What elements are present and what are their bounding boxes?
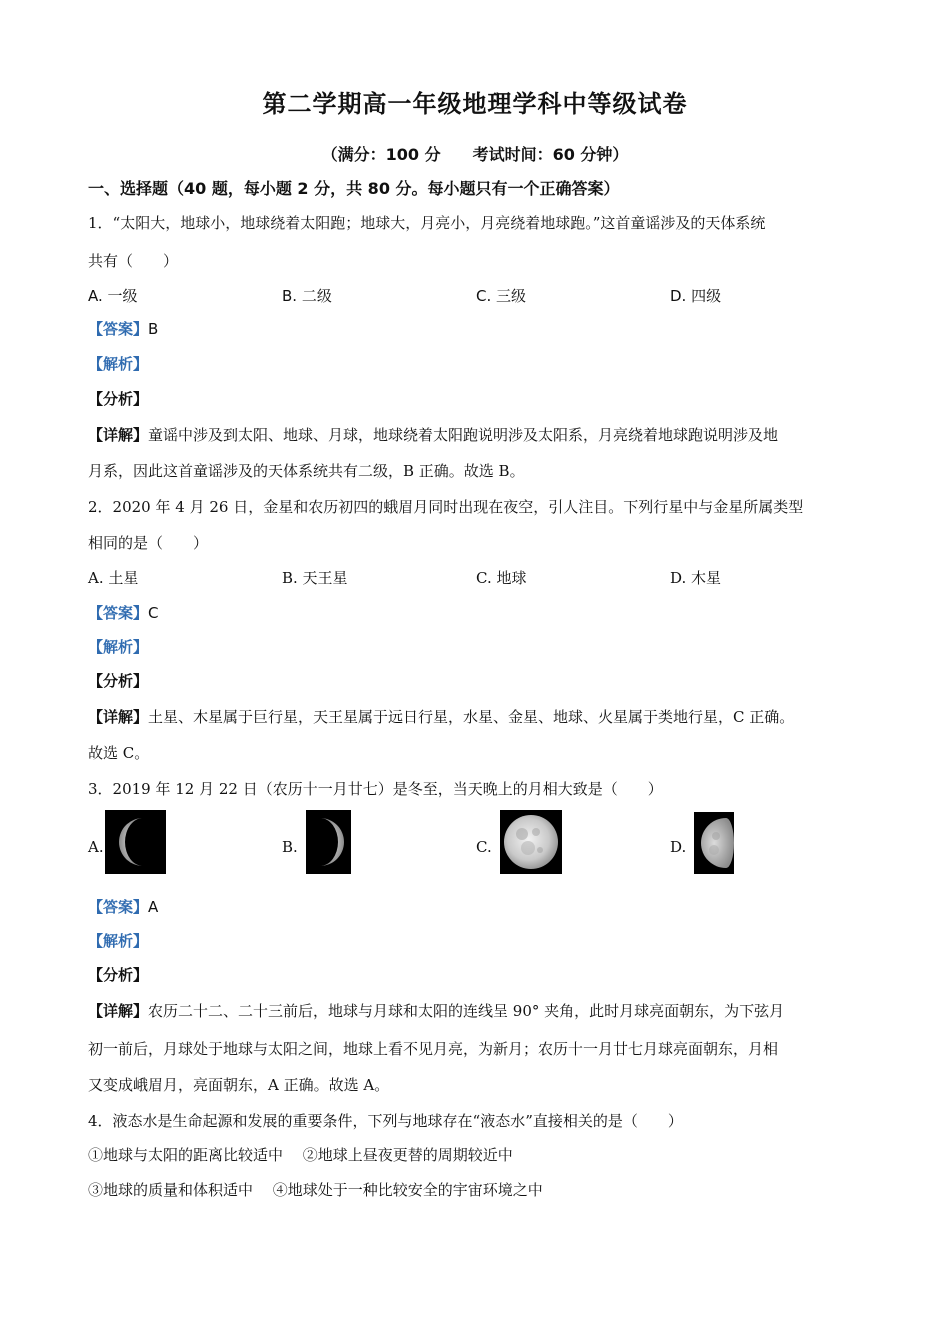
exam-info: （满分：100 分 考试时间：60 分钟）	[321, 145, 629, 164]
q3-detail-line2: 初一前后，月球处于地球与太阳之间，地球上看不见月亮，为新月；农历十一月廿七月球亮面朝东，月相	[88, 1040, 779, 1058]
q3-option-a: A.	[88, 838, 104, 856]
q1-answer-value: B	[148, 320, 159, 338]
q2-detail-line1	[88, 706, 794, 727]
jiexi-label: 【解析】	[88, 932, 149, 950]
q2-option-c: C. 地球	[476, 569, 527, 587]
q1-detail-text1: 童谣中涉及到太阳、地球、月球，地球绕着太阳跑说明涉及太阳系，月亮绕着地球跑说明涉及地	[148, 426, 779, 444]
q3-fenxi	[88, 964, 148, 985]
q1-fenxi	[88, 388, 148, 409]
section-heading: 一、选择题（40 题，每小题 2 分，共 80 分。每小题只有一个正确答案）	[88, 179, 620, 198]
jiexi-label: 【解析】	[88, 355, 149, 373]
answer-label: 【答案】	[88, 604, 149, 622]
q1-answer	[88, 318, 158, 339]
answer-label: 【答案】	[88, 320, 149, 338]
answer-label: 【答案】	[88, 898, 149, 916]
full-moon-image	[500, 810, 562, 874]
q1-stem-line1: 1．“太阳大，地球小，地球绕着太阳跑；地球大，月亮小，月亮绕着地球跑。”这首童谣涉及的天体系统	[88, 214, 766, 232]
q2-answer-value: C	[148, 604, 159, 622]
q3-answer-value: A	[148, 898, 159, 916]
q4-choices-line1: ①地球与太阳的距离比较适中 ②地球上昼夜更替的周期较近中	[88, 1146, 513, 1164]
page-title: 第二学期高一年级地理学科中等级试卷	[262, 90, 688, 118]
q3-option-d: D.	[670, 838, 687, 856]
fenxi-label: 【分析】	[88, 390, 149, 408]
q4-stem-line1: 4．液态水是生命起源和发展的重要条件，下列与地球存在“液态水”直接相关的是（ ）	[88, 1112, 683, 1130]
q1-option-a: A. 一级	[88, 287, 138, 305]
half-moon-image	[694, 812, 734, 874]
detail-label: 【详解】	[88, 426, 149, 444]
waning-crescent-moon-image	[105, 810, 166, 874]
q2-detail-line2: 故选 C。	[88, 744, 150, 762]
q2-option-d: D. 木星	[670, 569, 722, 587]
fenxi-label: 【分析】	[88, 672, 149, 690]
q2-option-a: A. 土星	[88, 569, 139, 587]
q1-detail-line1	[88, 424, 778, 445]
q2-option-b: B. 天王星	[282, 569, 348, 587]
q3-option-c: C.	[476, 838, 492, 856]
q1-jiexi	[88, 353, 148, 374]
detail-label: 【详解】	[88, 1002, 149, 1020]
q3-option-b: B.	[282, 838, 298, 856]
q1-option-b: B. 二级	[282, 287, 332, 305]
q2-detail-text1: 土星、木星属于巨行星，天王星属于远日行星，水星、金星、地球、火星属于类地行星，C 正确。	[148, 708, 795, 726]
q2-stem-line2: 相同的是（ ）	[88, 534, 209, 552]
q2-jiexi	[88, 636, 148, 657]
q3-stem-line1: 3．2019 年 12 月 22 日（农历十一月廿七）是冬至，当天晚上的月相大致是（ ）	[88, 780, 663, 798]
q1-stem-line2: 共有（ ）	[88, 252, 179, 270]
q2-stem-line1: 2．2020 年 4 月 26 日，金星和农历初四的蛾眉月同时出现在夜空，引人注目。下列行星中与金星所属类型	[88, 498, 804, 516]
jiexi-label: 【解析】	[88, 638, 149, 656]
q1-option-d: D. 四级	[670, 287, 722, 305]
q3-detail-line1	[88, 1000, 784, 1021]
q2-answer	[88, 602, 159, 623]
q3-answer	[88, 896, 158, 917]
q2-fenxi	[88, 670, 148, 691]
q3-detail-line3: 又变成峨眉月，亮面朝东，A 正确。故选 A。	[88, 1076, 390, 1094]
q4-choices-line2: ③地球的质量和体积适中 ④地球处于一种比较安全的宇宙环境之中	[88, 1181, 543, 1199]
q3-detail-text1: 农历二十二、二十三前后，地球与月球和太阳的连线呈 90° 夹角，此时月球亮面朝东，为下弦月	[148, 1002, 785, 1020]
q1-option-c: C. 三级	[476, 287, 527, 305]
q3-jiexi	[88, 930, 148, 951]
waxing-crescent-moon-image	[306, 810, 351, 874]
fenxi-label: 【分析】	[88, 966, 149, 984]
q1-detail-line2: 月系，因此这首童谣涉及的天体系统共有二级，B 正确。故选 B。	[88, 462, 525, 480]
detail-label: 【详解】	[88, 708, 149, 726]
